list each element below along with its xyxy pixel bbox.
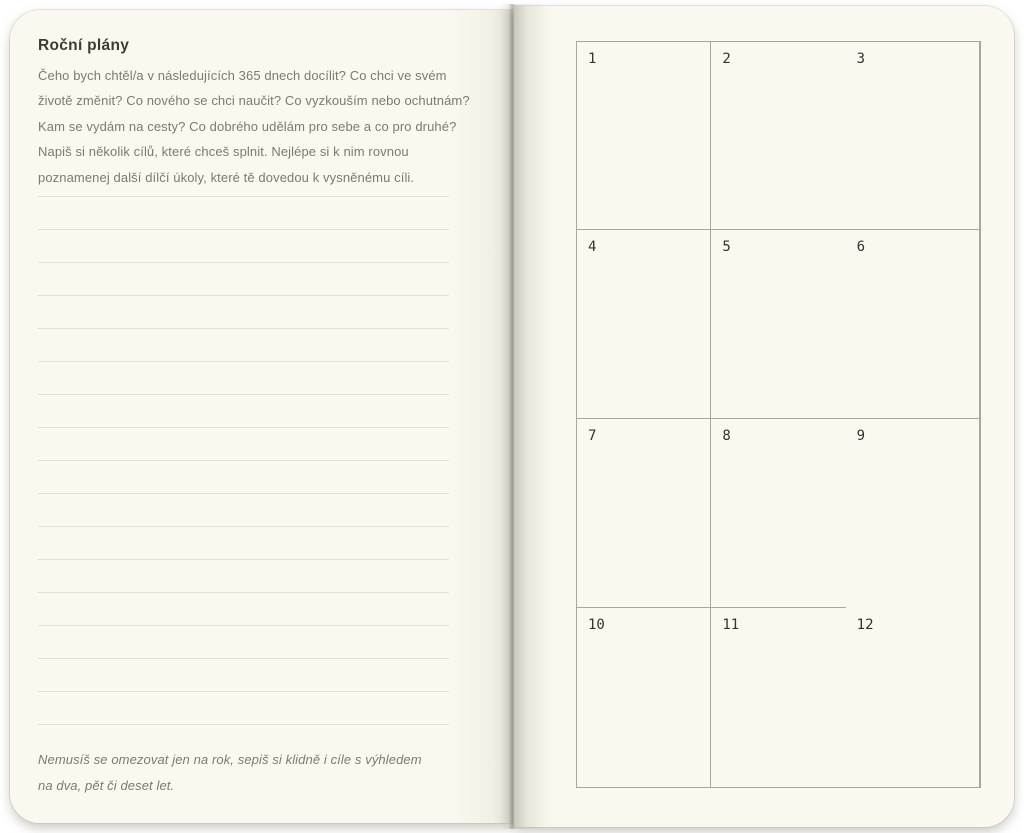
ruled-line <box>38 691 449 724</box>
footer-line: Nemusíš se omezovat jen na rok, sepiš si klidně i cíle s výhledem <box>38 752 422 767</box>
month-cell <box>577 419 711 608</box>
month-cell <box>577 42 711 230</box>
month-cell <box>846 608 980 787</box>
month-number: 1 <box>588 51 597 67</box>
intro-paragraph <box>38 63 470 190</box>
footer-line: na dva, pět či deset let. <box>38 777 175 793</box>
intro-line: životě změnit? Co nového se chci naučit? Co vyzkouším nebo ochutnám? <box>38 93 470 109</box>
month-number: 6 <box>856 239 866 255</box>
month-cell <box>711 419 845 608</box>
month-cell <box>846 419 980 608</box>
page-title: Roční plány <box>38 37 130 54</box>
month-number: 11 <box>722 617 740 633</box>
month-number: 4 <box>588 239 597 255</box>
month-number: 12 <box>856 617 874 633</box>
left-page <box>10 10 512 823</box>
footer-note <box>38 747 422 799</box>
month-number: 3 <box>856 51 866 67</box>
intro-line: Kam se vydám na cesty? Co dobrého udělám pro sebe a co pro druhé? <box>38 118 457 134</box>
ruled-line <box>38 328 449 361</box>
ruled-line <box>38 493 449 526</box>
month-number: 7 <box>588 428 597 444</box>
month-cell <box>711 230 845 419</box>
month-number: 2 <box>722 51 731 67</box>
ruled-line <box>38 625 449 658</box>
ruled-line <box>38 658 449 691</box>
ruled-line <box>38 196 449 229</box>
ruled-line <box>38 295 449 328</box>
month-cell <box>711 608 845 787</box>
month-cell <box>711 42 845 230</box>
month-grid <box>576 41 981 788</box>
month-cell <box>846 42 980 230</box>
month-number: 8 <box>722 428 731 444</box>
right-page <box>514 6 1014 827</box>
intro-line: poznamenej další dílčí úkoly, které tě dovedou k vysněnému cíli. <box>38 169 415 185</box>
month-number: 9 <box>856 428 866 444</box>
ruled-line <box>38 361 449 394</box>
ruled-line <box>38 394 449 427</box>
ruled-line <box>38 229 449 262</box>
ruled-lines <box>38 196 449 757</box>
ruled-line <box>38 427 449 460</box>
month-number: 5 <box>722 239 731 255</box>
intro-line: Napiš si několik cílů, které chceš splnit. Nejlépe si k nim rovnou <box>38 144 409 160</box>
month-cell <box>846 230 980 419</box>
ruled-line <box>38 460 449 493</box>
ruled-line <box>38 559 449 592</box>
ruled-line <box>38 592 449 625</box>
ruled-line <box>38 526 449 559</box>
ruled-line <box>38 262 449 295</box>
intro-line: Čeho bych chtěl/a v následujících 365 dnech docílit? Co chci ve svém <box>38 68 447 83</box>
month-cell <box>577 230 711 419</box>
month-number: 10 <box>588 617 605 633</box>
month-cell <box>577 608 711 787</box>
